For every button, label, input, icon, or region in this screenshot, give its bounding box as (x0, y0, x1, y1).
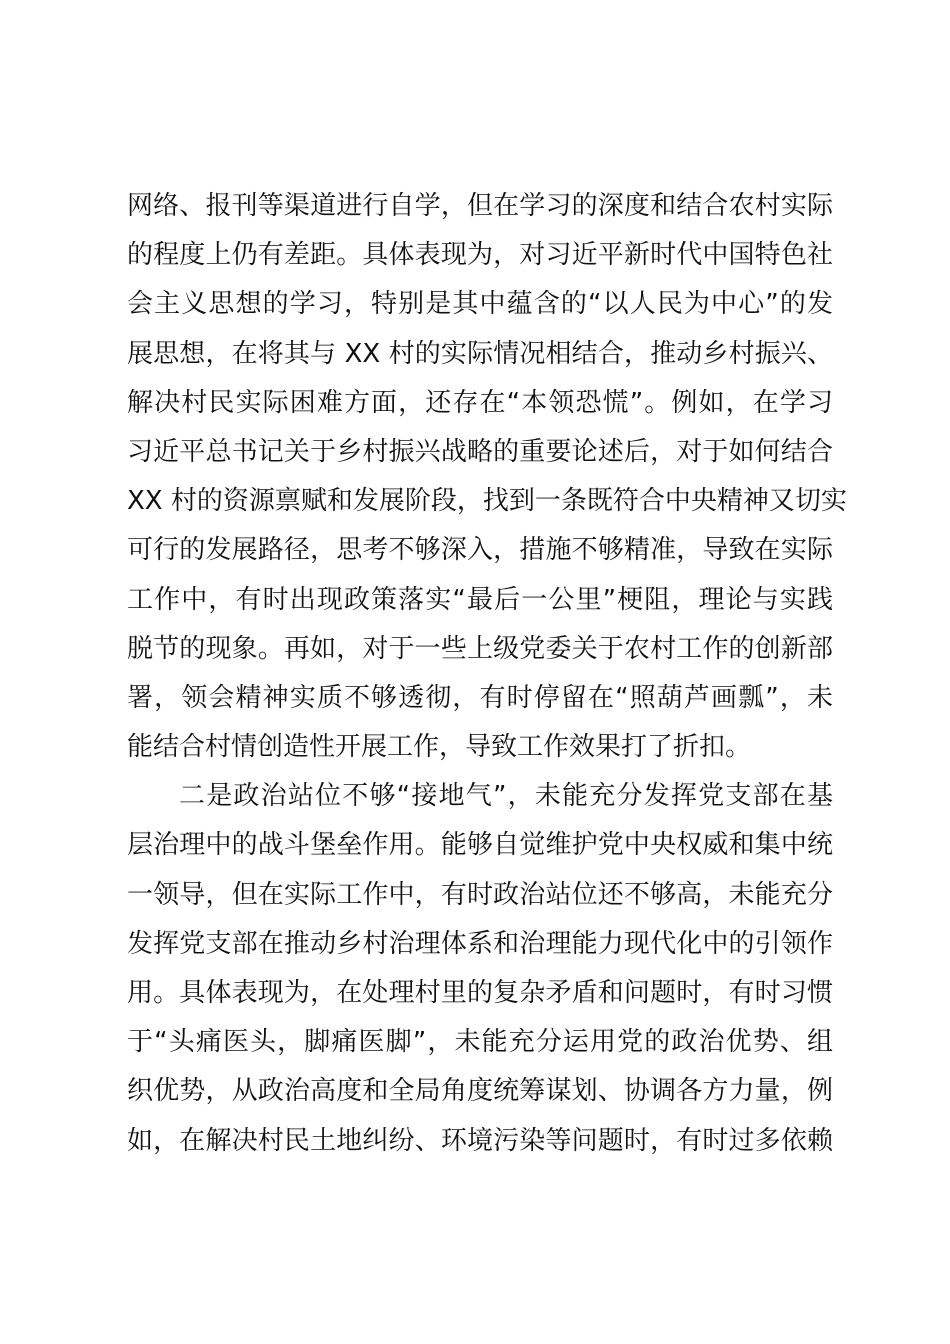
document-body (127, 182, 847, 1166)
text-line: 展思想，在将其与 XX 村的实际情况相结合，推动乡村振兴、 (127, 338, 833, 369)
text-line: 于“头痛医头，脚痛医脚”，未能充分运用党的政治优势、组 (127, 1027, 833, 1058)
text-line: 署，领会精神实质不够透彻，有时停留在“照葫芦画瓢”，未 (127, 682, 833, 713)
text-line: 二是政治站位不够“接地气”，未能充分发挥党支部在基 (179, 781, 833, 812)
text-line: 习近平总书记关于乡村振兴战略的重要论述后，对于如何结合 (127, 436, 833, 467)
text-line: 一领导，但在实际工作中，有时政治站位还不够高，未能充分 (127, 879, 833, 910)
text-line: 工作中，有时出现政策落实“最后一公里”梗阻，理论与实践 (127, 584, 833, 615)
text-line: 的程度上仍有差距。具体表现为，对习近平新时代中国特色社 (127, 240, 833, 271)
text-line: 层治理中的战斗堡垒作用。能够自觉维护党中央权威和集中统 (127, 830, 833, 861)
text-line: 网络、报刊等渠道进行自学，但在学习的深度和结合农村实际 (127, 191, 833, 221)
text-line: 会主义思想的学习，特别是其中蕴含的“以人民为中心”的发 (127, 289, 833, 320)
paragraph-2 (127, 772, 833, 1166)
text-line: 解决村民实际困难方面，还存在“本领恐慌”。例如，在学习 (127, 387, 833, 418)
text-line: 脱节的现象。再如，对于一些上级党委关于农村工作的创新部 (127, 633, 833, 664)
text-line: XX 村的资源禀赋和发展阶段，找到一条既符合中央精神又切实 (127, 486, 847, 517)
text-line: 如，在解决村民土地纠纷、环境污染等问题时，有时过多依赖 (127, 1125, 833, 1156)
text-line: 能结合村情创造性开展工作，导致工作效果打了折扣。 (127, 732, 752, 763)
text-line: 织优势，从政治高度和全局角度统筹谋划、协调各方力量，例 (127, 1076, 833, 1107)
paragraph-1 (127, 182, 847, 772)
text-line: 用。具体表现为，在处理村里的复杂矛盾和问题时，有时习惯 (127, 978, 833, 1008)
text-line: 发挥党支部在推动乡村治理体系和治理能力现代化中的引领作 (127, 928, 833, 959)
text-line: 可行的发展路径，思考不够深入，措施不够精准，导致在实际 (127, 535, 833, 566)
